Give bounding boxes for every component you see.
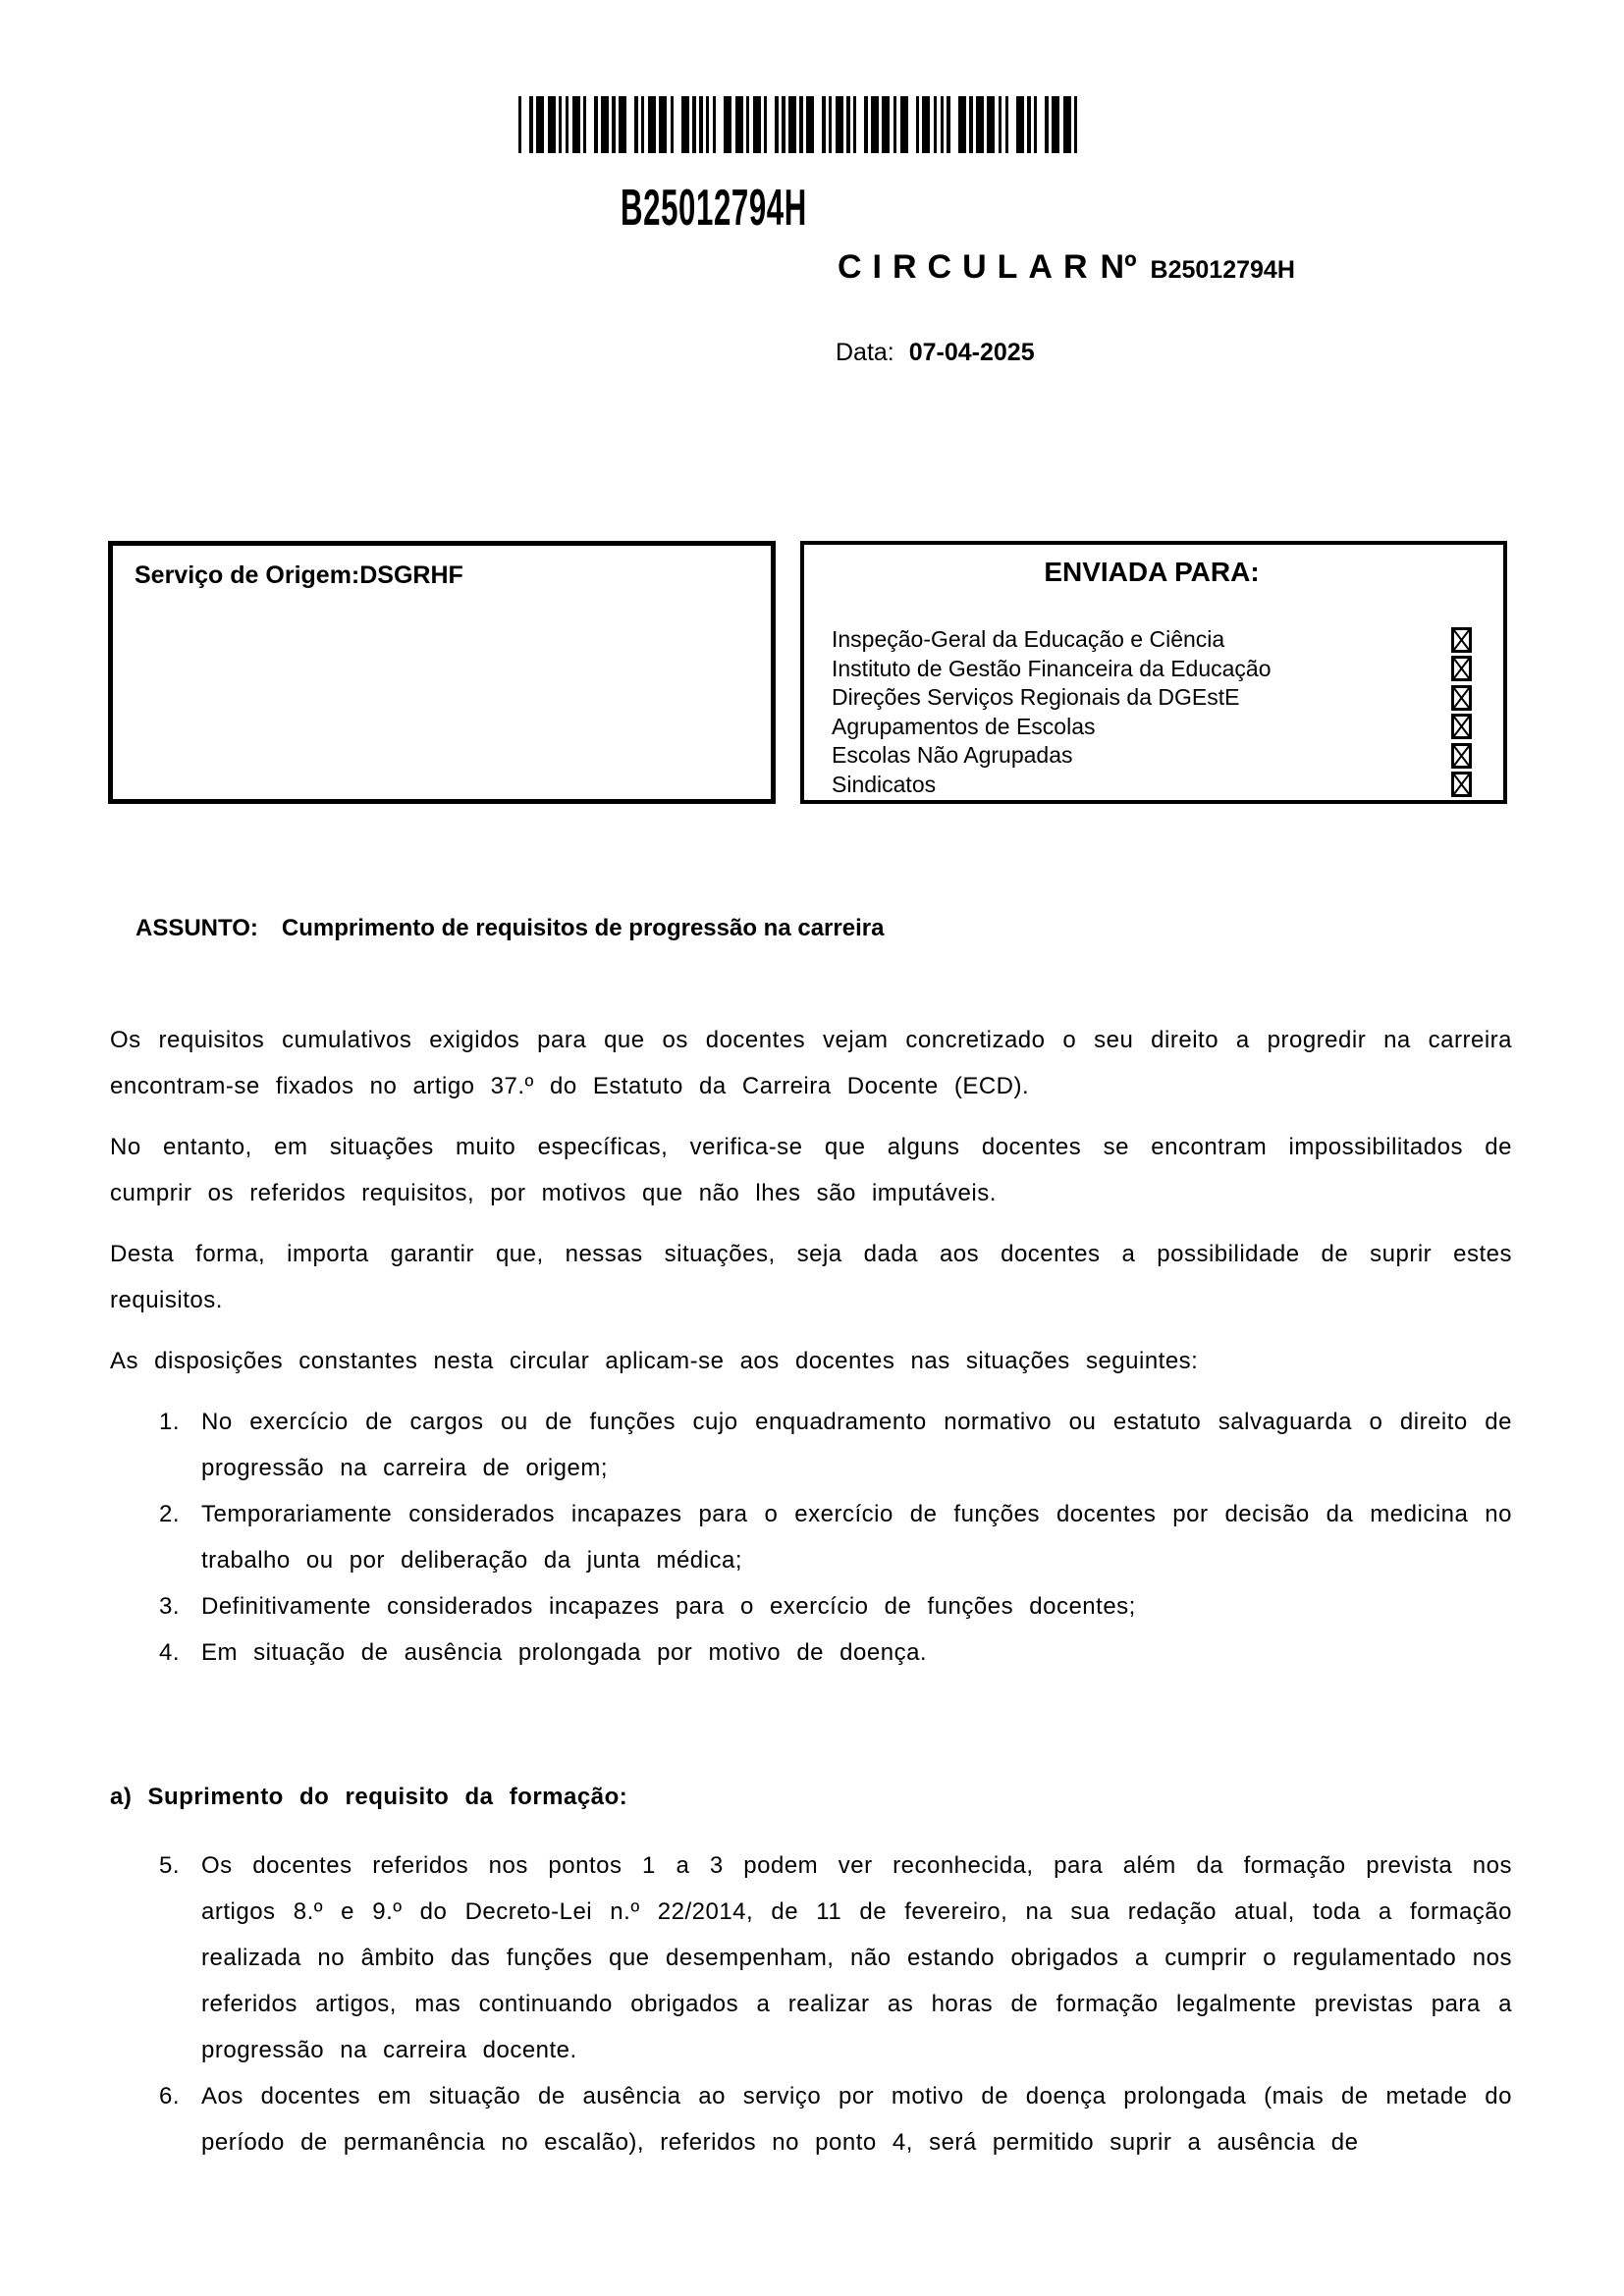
checked-checkbox-icon — [1451, 772, 1472, 797]
circular-title — [838, 248, 1295, 287]
paragraph-3: Desta forma, importa garantir que, nessas situações, seja dada aos docentes a possibilidade de suprir estes requisitos. — [110, 1241, 1512, 1313]
list-item — [110, 1842, 1512, 2073]
checked-checkbox-icon — [1451, 714, 1472, 739]
list-item-text: Temporariamente considerados incapazes para o exercício de funções docentes por decisão da medicina no trabalho ou por deliberação da junta médica; — [201, 1501, 1512, 1574]
recipient-row — [832, 655, 1472, 684]
recipient-label: Inspeção-Geral da Educação e Ciência — [832, 626, 1225, 653]
list-item — [110, 2073, 1512, 2165]
recipient-row — [832, 771, 1472, 800]
list-item-number: 3. — [159, 1593, 181, 1620]
recipient-label: Sindicatos — [832, 771, 937, 797]
document-body — [110, 1017, 1512, 2165]
date-value: 07-04-2025 — [908, 339, 1035, 366]
list-item-number: 6. — [159, 2083, 181, 2109]
list-item — [110, 1491, 1512, 1583]
recipients-box — [800, 541, 1507, 804]
recipient-row — [832, 683, 1472, 713]
list-item-number: 2. — [159, 1501, 181, 1527]
circular-no-label: Nº — [1100, 248, 1137, 286]
recipient-row — [832, 713, 1472, 742]
recipient-label: Escolas Não Agrupadas — [832, 742, 1073, 769]
list-item-text: No exercício de cargos ou de funções cujo enquadramento normativo ou estatuto salvaguarda o direito de progressão na carreira de origem; — [201, 1409, 1512, 1481]
list-item-text: Os docentes referidos nos pontos 1 a 3 podem ver reconhecida, para além da formação prevista nos artigos 8.º e 9.º do Decreto-Lei n.º 22/2014, de 11 de fevereiro, na sua redação atual, toda a formação realizada no âmbito das funções que desempenham, não estando obrigados a cumprir o regulamentado nos referidos artigos, mas continuando obrigados a realizar as horas de formação legalmente previstas para a progressão na carreira docente. — [201, 1852, 1512, 2063]
section-a-heading: a) Suprimento do requisito da formação: — [110, 1784, 628, 1810]
recipients-title: ENVIADA PARA: — [1044, 557, 1260, 587]
recipient-label: Instituto de Gestão Financeira da Educação — [832, 655, 1272, 681]
origin-service-label: Serviço de Origem:DSGRHF — [135, 561, 463, 589]
date-line — [836, 339, 1035, 367]
list-item-number: 4. — [159, 1639, 181, 1666]
list-item-number: 5. — [159, 1852, 181, 1879]
numbered-list-situations — [110, 1399, 1512, 1676]
checked-checkbox-icon — [1451, 685, 1472, 711]
recipient-row — [832, 741, 1472, 771]
subject-text: Cumprimento de requisitos de progressão na carreira — [281, 915, 885, 941]
circular-number: B25012794H — [1150, 256, 1295, 284]
recipient-label: Agrupamentos de Escolas — [832, 713, 1096, 739]
list-item — [110, 1629, 1512, 1676]
paragraph-1: Os requisitos cumulativos exigidos para que os docentes vejam concretizado o seu direito a progredir na carreira encontram-se fixados no artigo 37.º do Estatuto da Carreira Docente (ECD). — [110, 1027, 1512, 1099]
subject-line — [135, 915, 884, 942]
paragraph-2: No entanto, em situações muito específicas, verifica-se que alguns docentes se encontram impossibilitados de cumprir os referidos requisitos, por motivos que não lhes são imputáveis. — [110, 1134, 1512, 1206]
checked-checkbox-icon — [1451, 656, 1472, 681]
list-item-number: 1. — [159, 1409, 181, 1435]
circular-word: CIRCULAR — [838, 248, 1099, 286]
recipients-list — [832, 625, 1472, 799]
barcode-image — [518, 96, 1077, 153]
list-item-text: Definitivamente considerados incapazes para o exercício de funções docentes; — [201, 1593, 1136, 1620]
barcode-value: B25012794H — [621, 180, 807, 237]
origin-service-box — [108, 541, 776, 804]
numbered-list-formacao — [110, 1842, 1512, 2165]
list-item — [110, 1583, 1512, 1629]
checked-checkbox-icon — [1451, 743, 1472, 769]
list-item-text: Aos docentes em situação de ausência ao serviço por motivo de doença prolongada (mais de metade do período de permanência no escalão), referidos no ponto 4, será permitido suprir a ausência de — [201, 2083, 1512, 2156]
date-label: Data: — [836, 339, 894, 366]
list-item — [110, 1399, 1512, 1491]
checked-checkbox-icon — [1451, 627, 1472, 653]
barcode-block — [518, 96, 1077, 238]
recipient-row — [832, 625, 1472, 655]
list-item-text: Em situação de ausência prolongada por motivo de doença. — [201, 1639, 928, 1666]
paragraph-4: As disposições constantes nesta circular aplicam-se aos docentes nas situações seguintes: — [110, 1348, 1199, 1374]
subject-label: ASSUNTO: — [135, 915, 258, 941]
recipient-label: Direções Serviços Regionais da DGEstE — [832, 684, 1240, 711]
